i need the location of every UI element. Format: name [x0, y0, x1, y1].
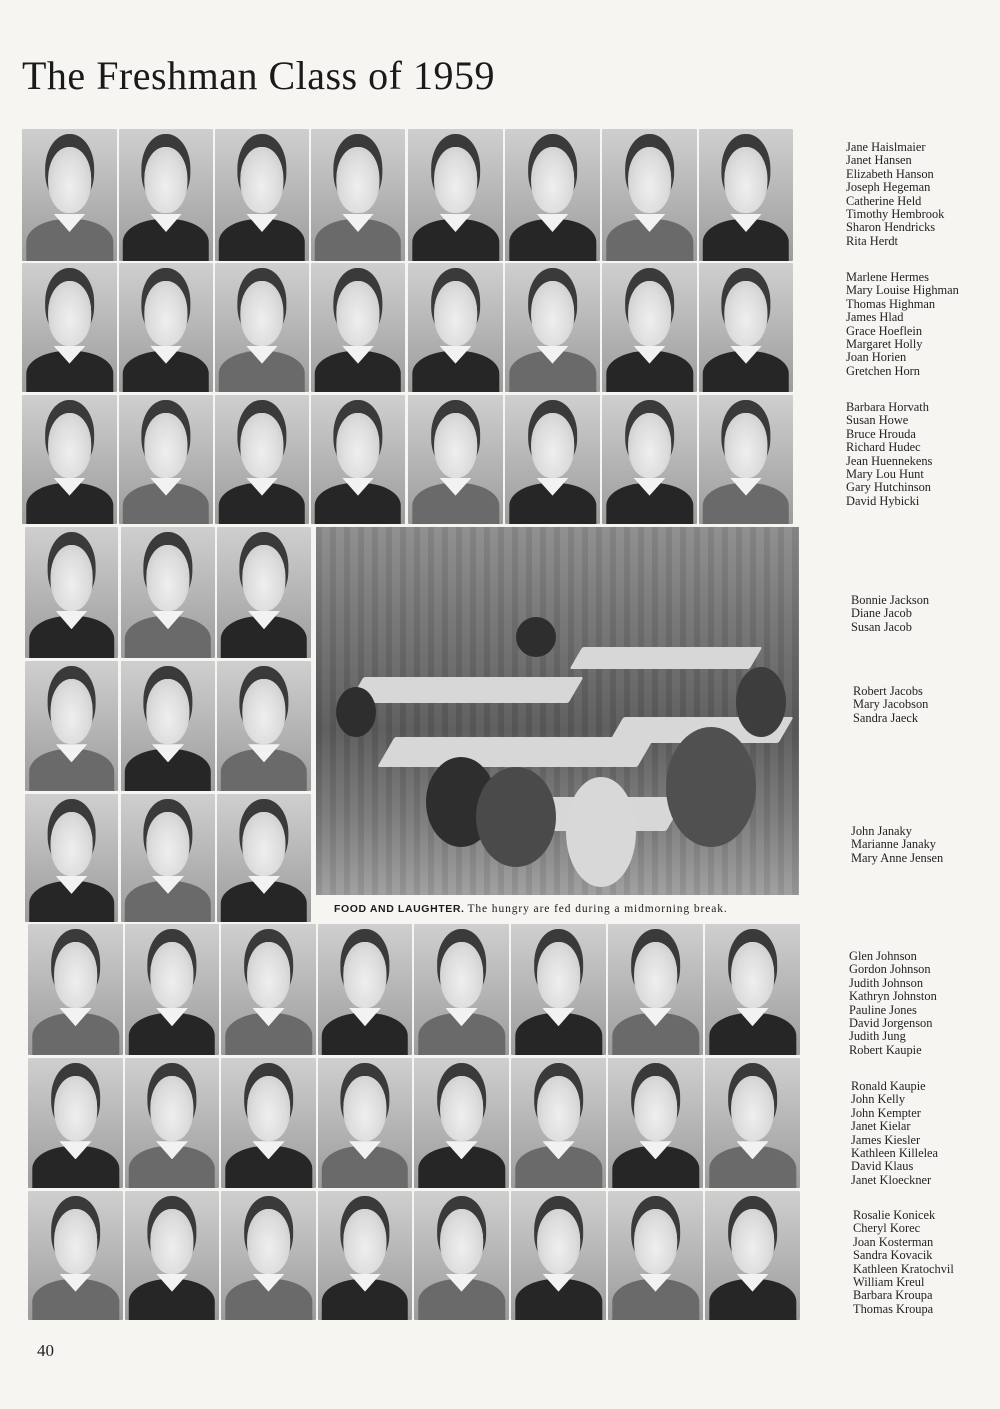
student-name: Sandra Kovacik	[853, 1248, 933, 1263]
student-name: Joseph Hegeman	[846, 180, 931, 195]
portrait-photo	[221, 1191, 316, 1320]
name-group	[846, 271, 996, 378]
portrait-photo	[22, 395, 117, 524]
student-name: Gordon Johnson	[849, 962, 931, 977]
student-name: Thomas Highman	[846, 296, 936, 311]
portrait-photo	[25, 794, 118, 922]
student-name: Elizabeth Hanson	[846, 166, 934, 181]
portrait-photo	[221, 1058, 316, 1188]
student-name: Richard Hudec	[846, 440, 921, 455]
portrait-photo	[311, 129, 405, 261]
photo-caption	[334, 903, 794, 915]
student-name: Joan Horien	[846, 350, 907, 365]
student-name: Barbara Horvath	[846, 400, 929, 414]
student-name: Cheryl Korec	[853, 1221, 921, 1236]
portrait-photo	[505, 263, 600, 392]
student-name: Mary Louise Highman	[846, 283, 959, 298]
portrait-photo	[125, 1191, 219, 1320]
student-name: Grace Hoeflein	[846, 323, 923, 338]
portrait-photo	[217, 794, 311, 922]
portrait-photo	[217, 661, 311, 791]
portrait-photo	[705, 924, 800, 1055]
student-name: Marianne Janaky	[851, 837, 936, 852]
student-name: John Kempter	[851, 1105, 921, 1120]
student-name: Pauline Jones	[849, 1002, 917, 1017]
name-group	[851, 594, 1000, 634]
student-name: Gretchen Horn	[846, 363, 920, 378]
student-name: James Hlad	[846, 310, 904, 325]
portrait-photo	[318, 924, 412, 1055]
student-name: Ronald Kaupie	[851, 1079, 926, 1093]
portrait-photo	[28, 1191, 123, 1320]
student-name: Susan Howe	[846, 413, 909, 428]
portrait-photo	[414, 1058, 509, 1188]
student-name: Glen Johnson	[849, 949, 917, 963]
student-name: Rosalie Konicek	[853, 1208, 936, 1222]
student-name: John Janaky	[851, 824, 912, 838]
student-name: Mary Jacobson	[853, 697, 929, 712]
portrait-photo	[699, 395, 793, 524]
portrait-photo	[25, 527, 118, 658]
portrait-photo	[221, 924, 316, 1055]
portrait-photo	[699, 263, 793, 392]
portrait-photo	[22, 263, 117, 392]
student-name: Diane Jacob	[851, 606, 912, 621]
portrait-photo	[311, 263, 405, 392]
portrait-photo	[408, 395, 503, 524]
portrait-photo	[608, 924, 703, 1055]
portrait-photo	[408, 129, 503, 261]
student-name: Janet Hansen	[846, 153, 912, 168]
page-title: The Freshman Class of 1959	[22, 53, 495, 98]
portrait-photo	[125, 924, 219, 1055]
caption-text: The hungry are fed during a midmorning break.	[467, 903, 728, 915]
student-name: Robert Jacobs	[853, 684, 923, 698]
portrait-photo	[318, 1058, 412, 1188]
student-name: Kathryn Johnston	[849, 989, 937, 1004]
student-name: Sharon Hendricks	[846, 220, 936, 235]
portrait-photo	[602, 395, 697, 524]
student-name: Mary Anne Jensen	[851, 850, 944, 865]
portrait-photo	[217, 527, 311, 658]
portrait-photo	[511, 1058, 606, 1188]
portrait-photo	[215, 129, 309, 261]
student-name: Bonnie Jackson	[851, 593, 930, 607]
student-name: Mary Lou Hunt	[846, 467, 924, 482]
student-name: Judith Jung	[849, 1029, 906, 1044]
portrait-photo	[505, 129, 600, 261]
student-name: Jean Huennekens	[846, 453, 933, 468]
student-name: Janet Kielar	[851, 1119, 911, 1134]
portrait-photo	[119, 129, 213, 261]
student-name: William Kreul	[853, 1275, 925, 1290]
student-name: Marlene Hermes	[846, 270, 929, 284]
student-name: Kathleen Kratochvil	[853, 1261, 954, 1276]
name-group	[846, 141, 996, 248]
page-number: 40	[37, 1341, 54, 1360]
student-name: Janet Kloeckner	[851, 1172, 932, 1187]
cafeteria-photo	[316, 527, 799, 895]
student-name: David Klaus	[851, 1159, 914, 1174]
portrait-photo	[608, 1058, 703, 1188]
student-name: Joan Kosterman	[853, 1234, 934, 1249]
portrait-photo	[414, 1191, 509, 1320]
name-group	[851, 825, 1000, 865]
portrait-photo	[215, 395, 309, 524]
portrait-photo	[125, 1058, 219, 1188]
student-name: David Jorgenson	[849, 1016, 933, 1031]
portrait-photo	[408, 263, 503, 392]
portrait-photo	[22, 129, 117, 261]
portrait-photo	[25, 661, 118, 791]
name-group	[853, 1209, 1000, 1316]
student-name: James Kiesler	[851, 1132, 921, 1147]
caption-lead: FOOD AND LAUGHTER.	[334, 903, 465, 915]
student-name: Timothy Hembrook	[846, 207, 945, 222]
portrait-photo	[121, 527, 215, 658]
portrait-photo	[511, 1191, 606, 1320]
student-name: Susan Jacob	[851, 619, 912, 634]
student-name: Catherine Held	[846, 193, 922, 208]
student-name: Margaret Holly	[846, 337, 923, 352]
portrait-photo	[602, 263, 697, 392]
student-name: Gary Hutchinson	[846, 480, 931, 495]
student-name: Thomas Kroupa	[853, 1301, 934, 1316]
portrait-photo	[121, 661, 215, 791]
student-name: Judith Johnson	[849, 975, 924, 990]
student-name: Barbara Kroupa	[853, 1288, 933, 1303]
portrait-photo	[414, 924, 509, 1055]
portrait-photo	[28, 924, 123, 1055]
student-name: Jane Haislmaier	[846, 140, 926, 154]
student-name: Bruce Hrouda	[846, 426, 916, 441]
portrait-photo	[608, 1191, 703, 1320]
portrait-photo	[511, 924, 606, 1055]
student-name: Rita Herdt	[846, 233, 898, 248]
portrait-photo	[705, 1058, 800, 1188]
student-name: David Hybicki	[846, 493, 920, 508]
portrait-photo	[699, 129, 793, 261]
portrait-photo	[505, 395, 600, 524]
portrait-photo	[215, 263, 309, 392]
student-name: Kathleen Killelea	[851, 1146, 939, 1161]
portrait-photo	[121, 794, 215, 922]
portrait-photo	[311, 395, 405, 524]
portrait-photo	[602, 129, 697, 261]
name-group	[849, 950, 999, 1057]
student-name: John Kelly	[851, 1092, 906, 1107]
student-name: Sandra Jaeck	[853, 710, 919, 725]
student-name: Robert Kaupie	[849, 1042, 922, 1057]
name-group	[851, 1080, 1000, 1187]
portrait-photo	[119, 263, 213, 392]
portrait-photo	[318, 1191, 412, 1320]
name-group	[846, 401, 996, 508]
name-group	[853, 685, 1000, 725]
portrait-photo	[705, 1191, 800, 1320]
portrait-photo	[119, 395, 213, 524]
portrait-photo	[28, 1058, 123, 1188]
